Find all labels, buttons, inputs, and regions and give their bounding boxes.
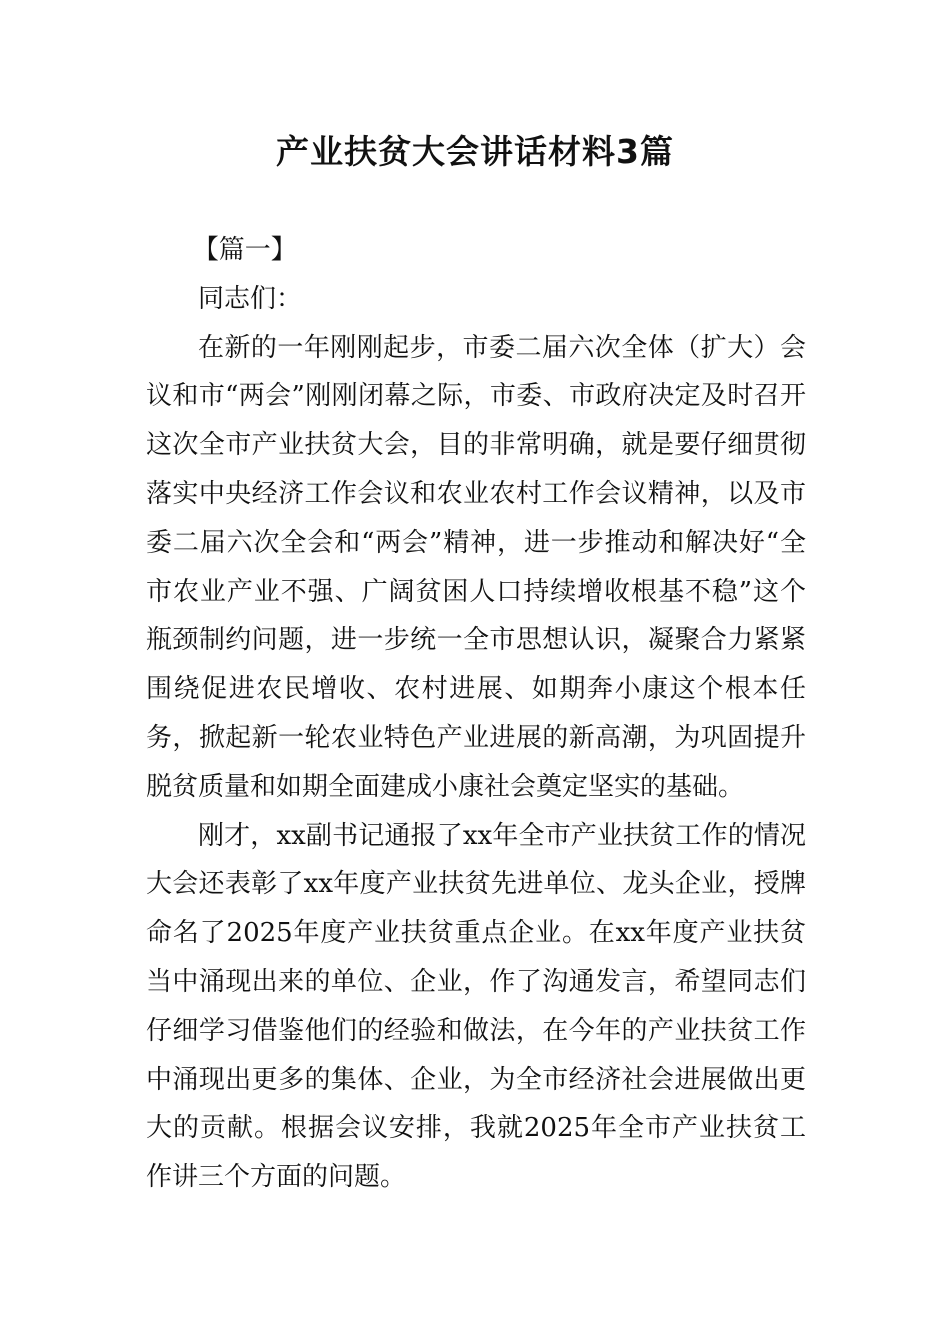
document-title: 产业扶贫大会讲话材料3篇 bbox=[276, 132, 674, 171]
paragraph-2: 刚才，xx副书记通报了xx年全市产业扶贫工作的情况大会还表彰了xx年度产业扶贫先进单位、龙头企业，授牌命名了2025年度产业扶贫重点企业。在xx年度产业扶贫当中涌现出来的单位、企业，作了沟通发言，希望同志们仔细学习借鉴他们的经验和做法，在今年的产业扶贫工作中涌现出更多的集体、企业，为全市经济社会进展做出更大的贡献。根据会议安排，我就2025年全市产业扶贫工作讲三个方面的问题。 bbox=[146, 820, 806, 1193]
section-label: 【篇一】 bbox=[192, 235, 297, 265]
paragraph-1: 在新的一年刚刚起步，市委二届六次全体（扩大）会议和市“两会”刚刚闭幕之际，市委、市政府决定及时召开这次全市产业扶贫大会，目的非常明确，就是要仔细贯彻落实中央经济工作会议和农业农村工作会议精神，以及市委二届六次全会和“两会”精神，进一步推动和解决好“全市农业产业不强、广阔贫困人口持续增收根基不稳”这个瓶颈制约问题，进一步统一全市思想认识，凝聚合力紧紧围绕促进农民增收、农村进展、如期奔小康这个根本任务，掀起新一轮农业特色产业进展的新高潮，为巩固提升脱贫质量和如期全面建成小康社会奠定坚实的基础。 bbox=[146, 332, 806, 802]
document-body bbox=[146, 226, 806, 1202]
salutation: 同志们： bbox=[198, 283, 303, 314]
